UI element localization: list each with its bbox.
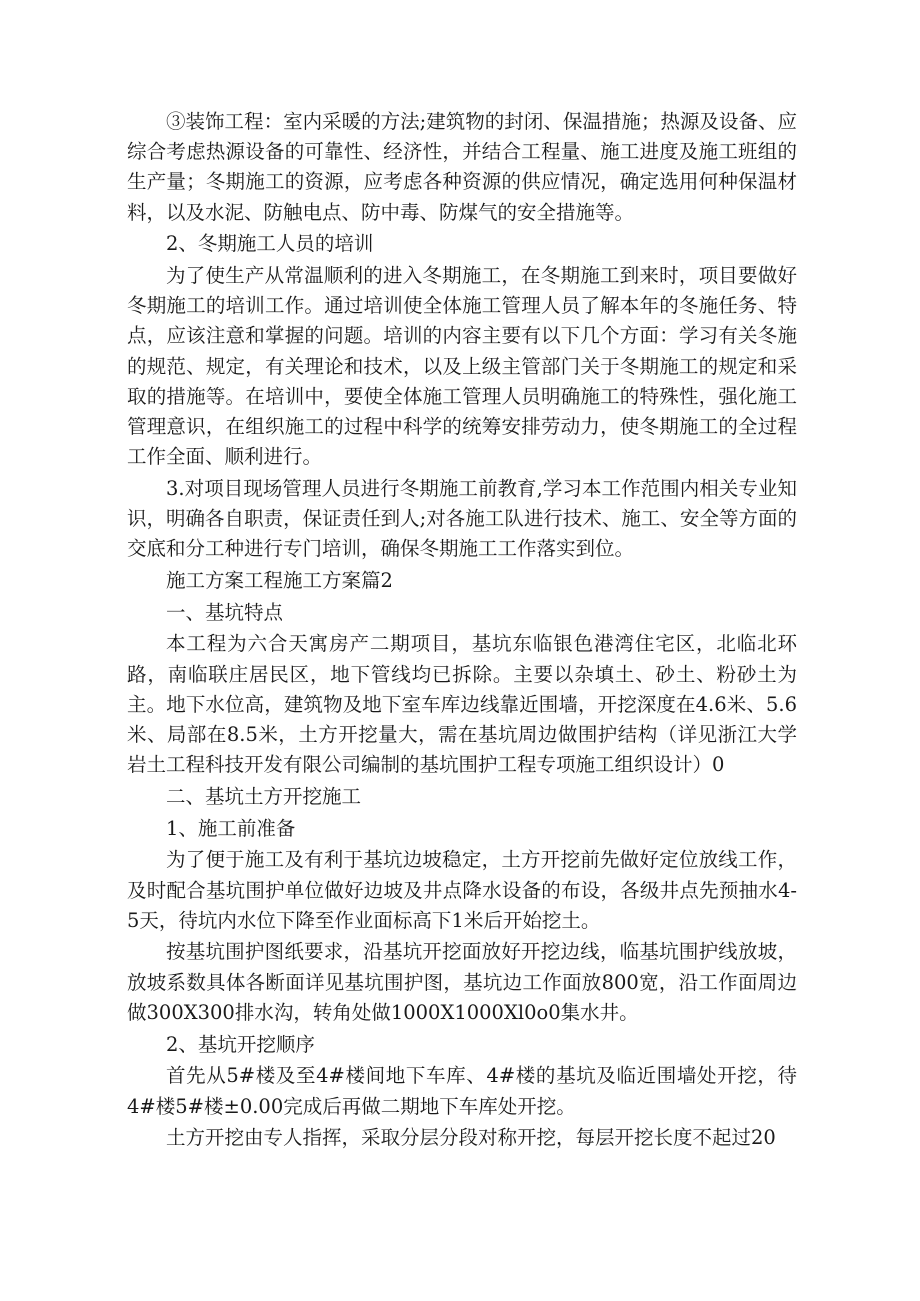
heading-excavation: 二、基坑土方开挖施工 xyxy=(166,784,362,808)
heading-winter-training: 2、冬期施工人员的培训 xyxy=(166,232,374,256)
document-body xyxy=(127,107,797,1155)
paragraph-site-education: 3.对项目现场管理人员进行冬期施工前教育,学习本工作范围内相关专业知识，明确各自职责，保证责任到人;对各施工队进行技术、施工、安全等方面的交底和分工种进行专门培训，确保冬期施工工作落实到位。 xyxy=(127,476,797,561)
paragraph-pit-features: 本工程为六合天寓房产二期项目，基坑东临银色港湾住宅区，北临北环路，南临联庄居民区，地下管线均已拆除。主要以杂填土、砂土、粉砂土为主。地下水位高，建筑物及地下室车库边线靠近围墙，开挖深度在4.6米、5.6米、局部在8.5米，土方开挖量大，需在基坑周边做围护结构（详见浙江大学岩土工程科技开发有限公司编制的基坑围护工程专项施工组织设计）0 xyxy=(127,632,797,777)
heading-preparation: 1、施工前准备 xyxy=(166,816,296,840)
paragraph-decoration-works: ③装饰工程：室内采暖的方法;建筑物的封闭、保温措施；热源及设备、应综合考虑热源设备的可靠性、经济性，并结合工程量、施工进度及施工班组的生产量；冬期施工的资源，应考虑各种资源的供应情况，确定选用何种保温材料，以及水泥、防触电点、防中毒、防煤气的安全措施等。 xyxy=(127,110,797,224)
heading-plan-title: 施工方案工程施工方案篇2 xyxy=(166,569,393,593)
paragraph-training-body: 为了使生产从常温顺利的进入冬期施工，在冬期施工到来时，项目要做好冬期施工的培训工作。通过培训使全体施工管理人员了解本年的冬施任务、特点，应该注意和掌握的问题。培训的内容主要有以下几个方面：学习有关冬施的规范、规定，有关理论和技术，以及上级主管部门关于冬期施工的规定和采取的措施等。在培训中，要使全体施工管理人员明确施工的特殊性，强化施工管理意识，在组织施工的过程中科学的统筹安排劳动力，使冬期施工的全过程工作全面、顺利进行。 xyxy=(127,264,797,469)
heading-sequence: 2、基坑开挖顺序 xyxy=(166,1032,315,1056)
paragraph-preparation: 为了便于施工及有利于基坑边坡稳定，土方开挖前先做好定位放线工作，及时配合基坑围护单位做好边坡及井点降水设备的布设，各级井点先预抽水4-5天，待坑内水位下降至作业面标高下1米后开始挖土。 xyxy=(127,848,797,932)
paragraph-drawing-requirements: 按基坑围护图纸要求，沿基坑开挖面放好开挖边线，临基坑围护线放坡，放坡系数具体各断面详见基坑围护图，基坑边工作面放800宽，沿工作面周边做300X300排水沟，转角处做1000X1000Xl0o0集水井。 xyxy=(127,940,797,1024)
paragraph-layered-excavation: 土方开挖由专人指挥，采取分层分段对称开挖，每层开挖长度不起过20 xyxy=(166,1126,776,1150)
heading-pit-features: 一、基坑特点 xyxy=(166,600,284,624)
paragraph-sequence: 首先从5#楼及至4#楼间地下车库、4#楼的基坑及临近围墙处开挖，待4#楼5#楼±0.00完成后再做二期地下车库处开挖。 xyxy=(127,1064,797,1118)
